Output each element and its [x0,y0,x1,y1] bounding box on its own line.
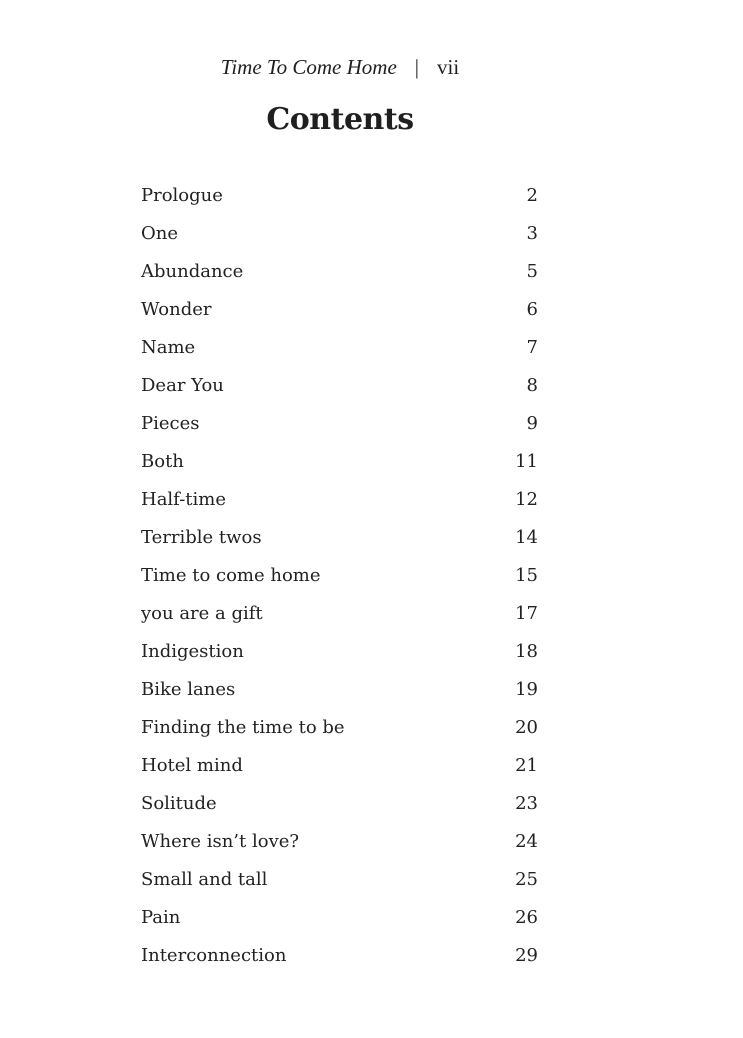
book-title: Time To Come Home [220,55,397,79]
toc-entry-title: Wonder [141,299,212,320]
toc-entry-title: Dear You [141,375,224,396]
toc-entry [141,486,538,524]
toc-entry-page: 20 [515,717,538,738]
toc-entry [141,600,538,638]
toc-entry [141,372,538,410]
toc-entry-title: Pain [141,907,181,928]
toc-entry-page: 8 [526,375,538,396]
toc-entry-title: Bike lanes [141,679,236,700]
toc-entry-page: 21 [515,755,538,776]
toc-entry-page: 17 [515,603,538,624]
toc-entry-page: 19 [515,679,538,700]
toc-entry-title: Half-time [141,489,226,510]
toc-entry-page: 23 [515,793,538,814]
toc-entry-page: 3 [526,223,538,244]
toc-entry [141,752,538,790]
toc-entry-title: Finding the time to be [141,717,345,738]
toc-entry-title: Solitude [141,793,217,814]
toc-entry-page: 7 [526,337,538,358]
toc-entry-title: Both [141,451,184,472]
toc-entry [141,220,538,258]
running-header [0,54,680,80]
toc-entry [141,448,538,486]
contents-heading: Contents [266,102,414,137]
table-of-contents [141,182,538,980]
header-separator: | [414,55,420,79]
toc-entry-title: Prologue [141,185,223,206]
toc-entry [141,638,538,676]
toc-entry [141,790,538,828]
toc-entry-title: Pieces [141,413,200,434]
toc-entry-title: Where isn’t love? [141,831,300,852]
toc-entry-page: 18 [515,641,538,662]
toc-entry [141,904,538,942]
toc-entry-title: Indigestion [141,641,244,662]
toc-entry [141,828,538,866]
toc-entry [141,676,538,714]
toc-entry-page: 5 [526,261,538,282]
toc-entry [141,866,538,904]
toc-entry [141,410,538,448]
toc-entry-title: you are a gift [141,603,263,624]
toc-entry-page: 9 [526,413,538,434]
toc-entry-title: Interconnection [141,945,287,966]
toc-entry-page: 11 [515,451,538,472]
toc-entry-page: 14 [515,527,538,548]
toc-entry [141,942,538,980]
toc-entry-title: Terrible twos [141,527,262,548]
toc-entry-page: 24 [515,831,538,852]
toc-entry [141,296,538,334]
toc-entry-title: Name [141,337,196,358]
toc-entry-title: Small and tall [141,869,268,890]
toc-entry [141,258,538,296]
toc-entry [141,714,538,752]
page-number: vii [437,55,460,79]
toc-entry-page: 12 [515,489,538,510]
toc-entry-title: Abundance [141,261,244,282]
toc-entry-title: Hotel mind [141,755,243,776]
toc-entry-page: 26 [515,907,538,928]
toc-entry-page: 6 [526,299,538,320]
toc-entry [141,182,538,220]
toc-entry-page: 15 [515,565,538,586]
toc-entry [141,562,538,600]
toc-entry-page: 2 [526,185,538,206]
toc-entry [141,334,538,372]
toc-entry-title: One [141,223,179,244]
toc-entry-page: 25 [515,869,538,890]
toc-entry-page: 29 [515,945,538,966]
toc-entry [141,524,538,562]
toc-entry-title: Time to come home [141,565,321,586]
